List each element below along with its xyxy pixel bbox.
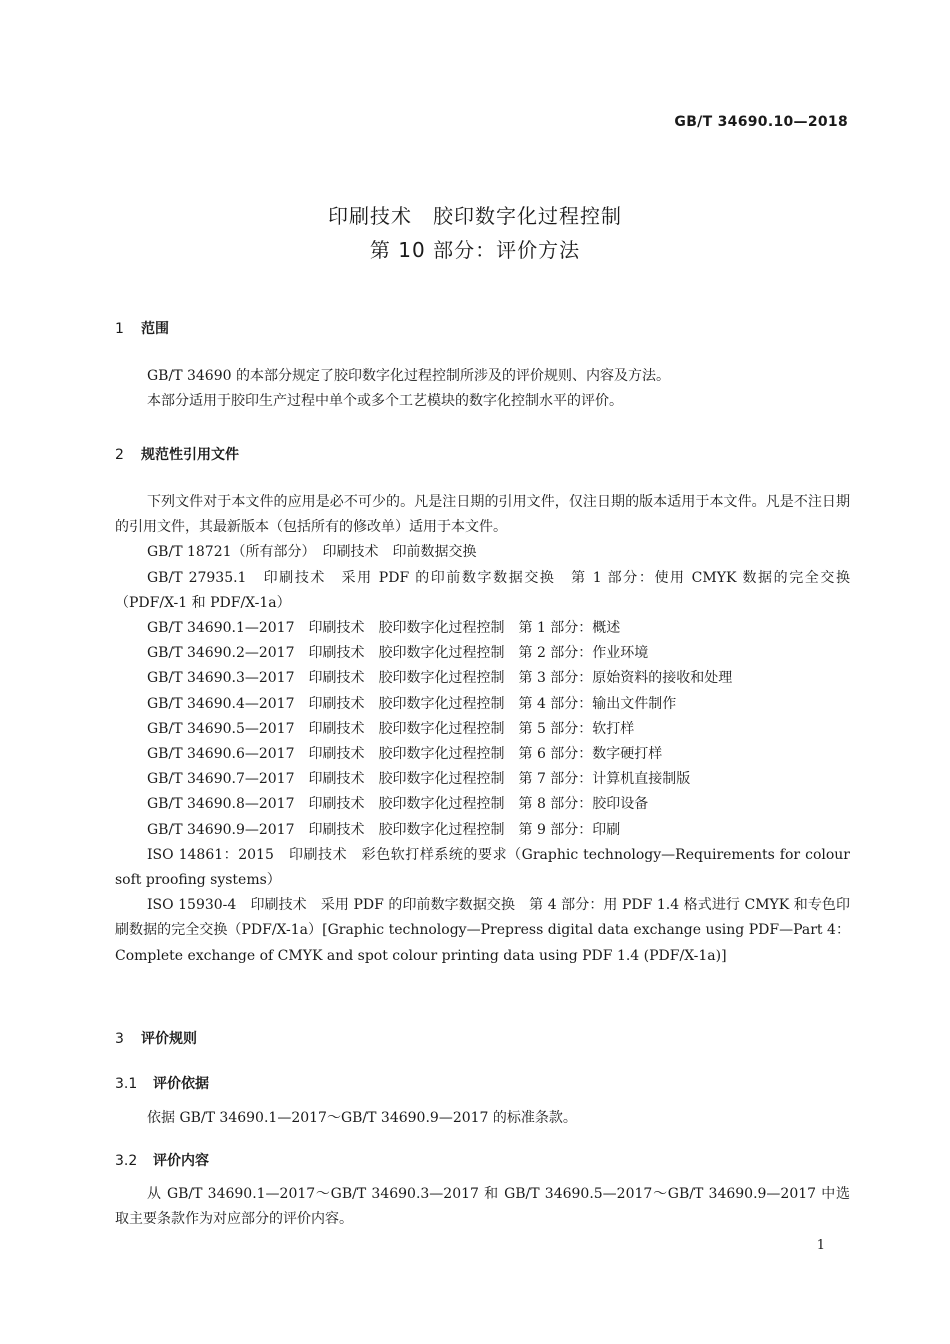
basis-paragraph: 依据 GB/T 34690.1—2017～GB/T 34690.9—2017 的标准条款。 <box>147 1110 577 1126</box>
page-number: 1 <box>816 1238 825 1253</box>
section-title: 评价内容 <box>153 1153 209 1169</box>
section-title: 评价依据 <box>153 1076 209 1092</box>
reference-item: GB/T 34690.2—2017 印刷技术 胶印数字化过程控制 第 2 部分：作业环境 <box>147 645 649 662</box>
section-3-2-heading <box>115 1150 209 1170</box>
normative-references <box>115 490 850 969</box>
scope-paragraph-2: 本部分适用于胶印生产过程中单个或多个工艺模块的数字化控制水平的评价。 <box>147 393 623 409</box>
reference-item: GB/T 34690.5—2017 印刷技术 胶印数字化过程控制 第 5 部分：软打样 <box>147 720 635 737</box>
section-number: 2 <box>115 447 124 463</box>
section-title: 评价规则 <box>141 1031 197 1047</box>
reference-item: GB/T 34690.4—2017 印刷技术 胶印数字化过程控制 第 4 部分：输出文件制作 <box>147 695 677 712</box>
reference-item: GB/T 34690.9—2017 印刷技术 胶印数字化过程控制 第 9 部分：印刷 <box>147 821 621 838</box>
reference-item: ISO 14861：2015 印刷技术 彩色软打样系统的要求（Graphic technology—Requirements for colour soft proofing systems） <box>115 846 850 889</box>
section-number: 3 <box>115 1031 124 1047</box>
reference-item: GB/T 34690.1—2017 印刷技术 胶印数字化过程控制 第 1 部分：概述 <box>147 620 621 637</box>
section-2-heading <box>115 444 239 464</box>
reference-item: GB/T 34690.6—2017 印刷技术 胶印数字化过程控制 第 6 部分：数字硬打样 <box>147 746 663 763</box>
section-title: 规范性引用文件 <box>141 447 239 463</box>
references-intro: 下列文件对于本文件的应用是必不可少的。凡是注日期的引用文件，仅注日期的版本适用于本文件。凡是不注日期的引用文件，其最新版本（包括所有的修改单）适用于本文件。 <box>115 494 850 536</box>
reference-item: GB/T 34690.8—2017 印刷技术 胶印数字化过程控制 第 8 部分：胶印设备 <box>147 796 649 813</box>
section-number: 1 <box>115 321 124 337</box>
document-title-line1: 印刷技术 胶印数字化过程控制 <box>328 204 622 228</box>
reference-item: GB/T 34690.3—2017 印刷技术 胶印数字化过程控制 第 3 部分：原始资料的接收和处理 <box>147 670 733 687</box>
section-3-heading <box>115 1028 197 1048</box>
scope-paragraph-1: GB/T 34690 的本部分规定了胶印数字化过程控制所涉及的评价规则、内容及方法。 <box>147 368 670 384</box>
section-3-1-heading <box>115 1073 209 1093</box>
reference-item: GB/T 34690.7—2017 印刷技术 胶印数字化过程控制 第 7 部分：计算机直接制版 <box>147 771 691 788</box>
document-title-line2: 第 10 部分：评价方法 <box>369 238 581 262</box>
reference-item: GB/T 27935.1 印刷技术 采用 PDF 的印前数字数据交换 第 1 部分：使用 CMYK 数据的完全交换（PDF/X-1 和 PDF/X-1a） <box>115 569 850 611</box>
content-paragraph: 从 GB/T 34690.1—2017～GB/T 34690.3—2017 和 GB/T 34690.5—2017～GB/T 34690.9—2017 中选取主要条款作为对应部分的评价内容。 <box>115 1186 850 1228</box>
standard-code: GB/T 34690.10—2018 <box>674 114 848 130</box>
section-number: 3.2 <box>115 1153 138 1169</box>
reference-item: GB/T 18721（所有部分） 印刷技术 印前数据交换 <box>147 544 477 561</box>
section-number: 3.1 <box>115 1076 138 1092</box>
section-title: 范围 <box>141 321 169 337</box>
reference-item: ISO 15930-4 印刷技术 采用 PDF 的印前数字数据交换 第 4 部分：用 PDF 1.4 格式进行 CMYK 和专色印刷数据的完全交换（PDF/X-1a）[Graphic technology—Prepress digital data exchange using PDF—Part 4：Complete exchange of CMYK and spot colour printing data using PDF 1.4 (PDF/X-1a)] <box>115 897 850 964</box>
section-1-heading <box>115 318 169 338</box>
